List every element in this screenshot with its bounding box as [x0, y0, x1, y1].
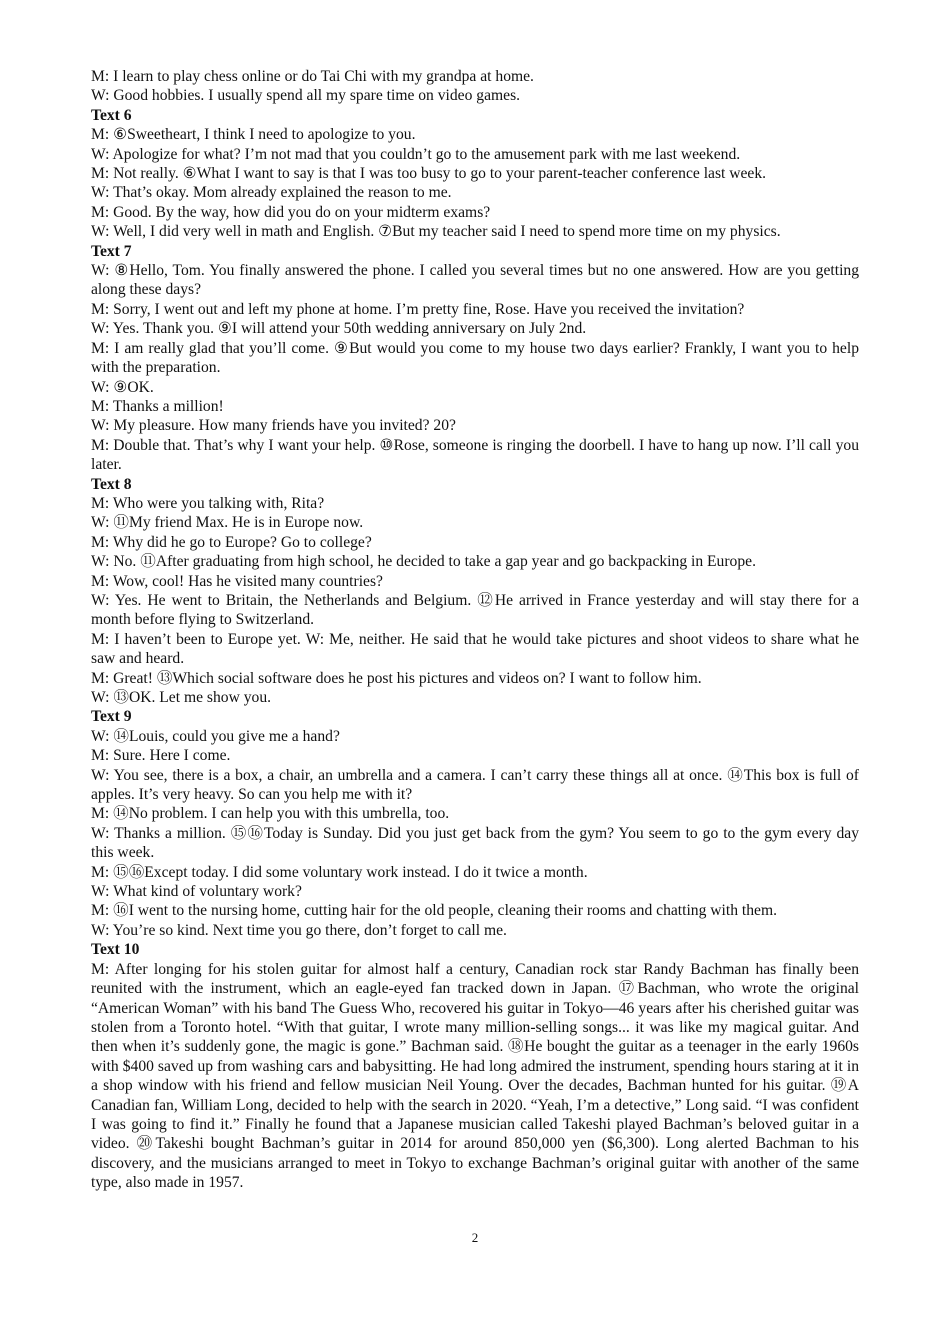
dialogue-line: M: Good. By the way, how did you do on your midterm exams?: [91, 203, 491, 221]
dialogue-line: W: What kind of voluntary work?: [91, 883, 302, 901]
dialogue-line: W: Well, I did very well in math and English. ⑦But my teacher said I need to spend more time on my physics.: [91, 223, 781, 241]
section-heading: Text 8: [91, 475, 132, 493]
dialogue-line: M: I am really glad that you’ll come. ⑨But would you come to my house two days earlier? Frankly, I want you to help with the preparation.: [91, 339, 859, 377]
dialogue-line: W: ⑪My friend Max. He is in Europe now.: [91, 514, 364, 532]
section-heading: Text 10: [91, 941, 140, 959]
dialogue-line: W: You’re so kind. Next time you go there, don’t forget to call me.: [91, 921, 507, 939]
dialogue-line: M: Who were you talking with, Rita?: [91, 494, 325, 512]
dialogue-line: W: Yes. Thank you. ⑨I will attend your 50th wedding anniversary on July 2nd.: [91, 320, 587, 338]
dialogue-line: M: I haven’t been to Europe yet. W: Me, neither. He said that he would take pictures and shoot videos to share what he saw and heard.: [91, 630, 859, 668]
dialogue-line: M: ⑮⑯Except today. I did some voluntary work instead. I do it twice a month.: [91, 863, 588, 881]
dialogue-line: W: That’s okay. Mom already explained the reason to me.: [91, 184, 452, 202]
section-heading: Text 7: [91, 242, 132, 260]
dialogue-line: M: Sorry, I went out and left my phone at home. I’m pretty fine, Rose. Have you received the invitation?: [91, 300, 745, 318]
dialogue-line: M: Great! ⑬Which social software does he post his pictures and videos on? I want to follow him.: [91, 669, 702, 687]
section-heading: Text 9: [91, 708, 132, 726]
dialogue-line: W: ⑬OK. Let me show you.: [91, 689, 272, 706]
dialogue-line: W: Thanks a million. ⑮⑯Today is Sunday. Did you just get back from the gym? You seem to go to the gym every day this week.: [91, 824, 859, 862]
section-heading: Text 6: [91, 106, 132, 124]
dialogue-line: M: Sure. Here I come.: [91, 747, 231, 765]
dialogue-line: M: Why did he go to Europe? Go to college?: [91, 533, 372, 551]
dialogue-line: W: ⑭Louis, could you give me a hand?: [91, 727, 340, 745]
dialogue-line: W: No. ⑪After graduating from high school, he decided to take a gap year and go backpacking in Europe.: [91, 553, 756, 571]
dialogue-line: W: Apologize for what? I’m not mad that you couldn’t go to the amusement park with me last weekend.: [91, 145, 741, 163]
transcript-body: [91, 67, 859, 1193]
dialogue-line: W: ⑨OK.: [91, 378, 154, 396]
dialogue-line: M: ⑥Sweetheart, I think I need to apologize to you.: [91, 126, 416, 144]
dialogue-line: M: Wow, cool! Has he visited many countries?: [91, 572, 383, 590]
dialogue-line: M: I learn to play chess online or do Tai Chi with my grandpa at home.: [91, 68, 534, 85]
dialogue-line: W: You see, there is a box, a chair, an umbrella and a camera. I can’t carry these things all at once. ⑭This box is full of apples. It’s very heavy. So can you help me with it?: [91, 766, 859, 804]
dialogue-line: W: Good hobbies. I usually spend all my spare time on video games.: [91, 87, 521, 105]
dialogue-line: M: After longing for his stolen guitar for almost half a century, Canadian rock star Randy Bachman has finally been reunited with the instrument, which an eagle-eyed fan tracked down in Japan. ⑰Bachman, who wrote the original “American Woman” with his band The Guess Who, recovered his guitar in Tokyo—46 years after his cherished guitar was stolen from a Toronto hotel. “With that guitar, I wrote many million-selling songs... it was like my magical guitar. And then when it’s suddenly gone, the magic is gone.” Bachman said. ⑱He bought the guitar as a teenager in the early 1960s with $400 saved up from washing cars and babysitting. He had long admired the instrument, spending hours staring at it in a shop window with his friend and fellow musician Neil Young. Over the decades, Bachman hunted for his guitar. ⑲A Canadian fan, William Long, decided to help with the search in 2020. “Yeah, I’m a detective,” Long said. “I was confident I was going to find it.” Finally he found that a Japanese musician called Takeshi played Bachman’s beloved guitar in a video. ⑳Takeshi bought Bachman’s guitar in 2014 for around 850,000 yen ($6,300). Long alerted Bachman to his discovery, and the musicians arranged to meet in Tokyo to exchange Bachman’s original guitar with another of the same type, also made in 1957.: [91, 960, 859, 1192]
dialogue-line: W: My pleasure. How many friends have you invited? 20?: [91, 417, 456, 435]
dialogue-line: M: Not really. ⑥What I want to say is that I was too busy to go to your parent-teacher conference last week.: [91, 165, 767, 183]
dialogue-line: M: Thanks a million!: [91, 397, 224, 415]
page-number: 2: [471, 1230, 479, 1245]
dialogue-line: M: Double that. That’s why I want your help. ⑩Rose, someone is ringing the doorbell. I have to hang up now. I’ll call you later.: [91, 436, 859, 474]
dialogue-line: W: ⑧Hello, Tom. You finally answered the phone. I called you several times but no one answered. How are you getting along these days?: [91, 262, 859, 299]
dialogue-line: M: ⑯I went to the nursing home, cutting hair for the old people, cleaning their rooms and chatting with them.: [91, 902, 777, 920]
dialogue-line: M: ⑭No problem. I can help you with this umbrella, too.: [91, 805, 450, 823]
dialogue-line: W: Yes. He went to Britain, the Netherlands and Belgium. ⑫He arrived in France yesterday and will stay there for a month before flying to Switzerland.: [91, 591, 859, 629]
